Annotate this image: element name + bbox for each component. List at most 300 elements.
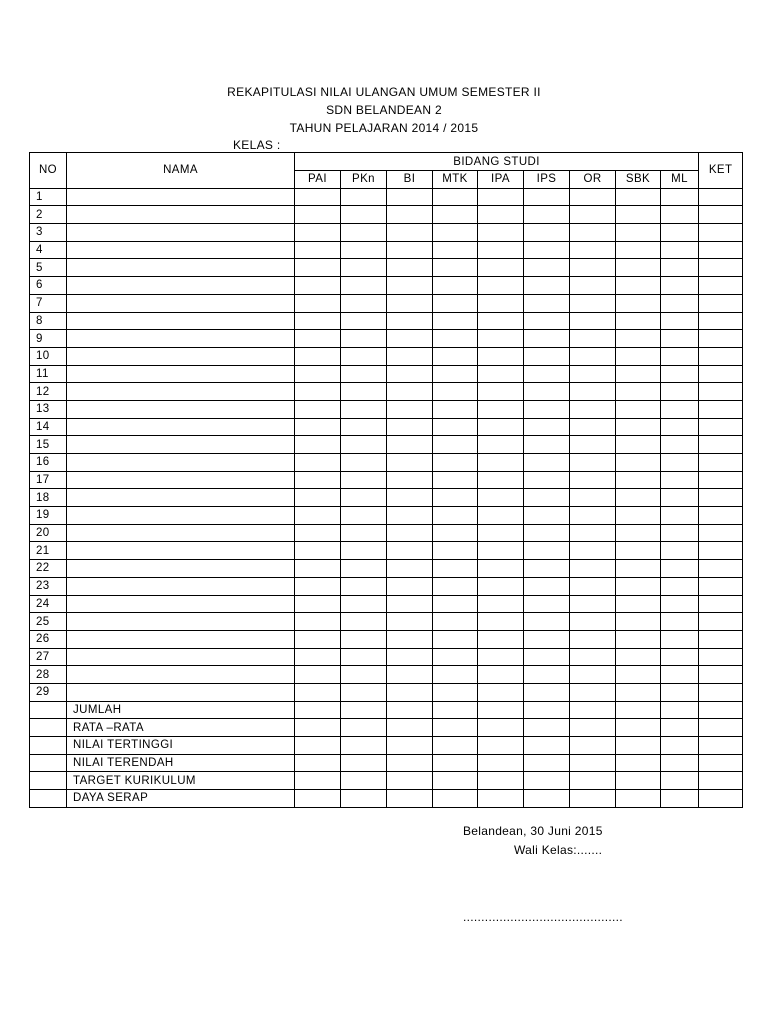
score-cell[interactable] [295, 277, 341, 295]
score-cell[interactable] [341, 259, 387, 277]
score-cell[interactable] [295, 436, 341, 454]
score-cell[interactable] [295, 224, 341, 242]
score-cell[interactable] [433, 188, 478, 206]
score-cell[interactable] [524, 772, 570, 790]
score-cell[interactable] [478, 595, 524, 613]
score-cell[interactable] [524, 277, 570, 295]
score-cell[interactable] [524, 754, 570, 772]
score-cell[interactable] [387, 294, 433, 312]
name-cell[interactable] [67, 312, 295, 330]
ket-cell[interactable] [699, 790, 743, 808]
score-cell[interactable] [295, 613, 341, 631]
score-cell[interactable] [570, 294, 616, 312]
score-cell[interactable] [295, 754, 341, 772]
score-cell[interactable] [433, 666, 478, 684]
score-cell[interactable] [661, 719, 699, 737]
score-cell[interactable] [433, 277, 478, 295]
score-cell[interactable] [341, 188, 387, 206]
score-cell[interactable] [433, 772, 478, 790]
score-cell[interactable] [570, 241, 616, 259]
score-cell[interactable] [387, 595, 433, 613]
score-cell[interactable] [478, 613, 524, 631]
ket-cell[interactable] [699, 188, 743, 206]
score-cell[interactable] [661, 312, 699, 330]
score-cell[interactable] [387, 418, 433, 436]
name-cell[interactable] [67, 648, 295, 666]
score-cell[interactable] [387, 383, 433, 401]
score-cell[interactable] [524, 330, 570, 348]
score-cell[interactable] [478, 507, 524, 525]
score-cell[interactable] [616, 790, 661, 808]
score-cell[interactable] [616, 400, 661, 418]
score-cell[interactable] [524, 347, 570, 365]
score-cell[interactable] [387, 400, 433, 418]
name-cell[interactable] [67, 595, 295, 613]
score-cell[interactable] [387, 188, 433, 206]
score-cell[interactable] [433, 542, 478, 560]
ket-cell[interactable] [699, 630, 743, 648]
score-cell[interactable] [524, 224, 570, 242]
ket-cell[interactable] [699, 683, 743, 701]
score-cell[interactable] [478, 241, 524, 259]
score-cell[interactable] [341, 683, 387, 701]
score-cell[interactable] [295, 294, 341, 312]
ket-cell[interactable] [699, 754, 743, 772]
score-cell[interactable] [661, 259, 699, 277]
score-cell[interactable] [661, 524, 699, 542]
score-cell[interactable] [661, 772, 699, 790]
score-cell[interactable] [341, 754, 387, 772]
ket-cell[interactable] [699, 577, 743, 595]
score-cell[interactable] [341, 400, 387, 418]
score-cell[interactable] [295, 542, 341, 560]
score-cell[interactable] [387, 312, 433, 330]
score-cell[interactable] [661, 471, 699, 489]
score-cell[interactable] [478, 542, 524, 560]
score-cell[interactable] [524, 719, 570, 737]
score-cell[interactable] [387, 630, 433, 648]
score-cell[interactable] [387, 507, 433, 525]
score-cell[interactable] [661, 507, 699, 525]
score-cell[interactable] [570, 277, 616, 295]
score-cell[interactable] [387, 719, 433, 737]
score-cell[interactable] [616, 754, 661, 772]
score-cell[interactable] [433, 347, 478, 365]
score-cell[interactable] [433, 560, 478, 578]
score-cell[interactable] [524, 524, 570, 542]
score-cell[interactable] [387, 737, 433, 755]
score-cell[interactable] [524, 259, 570, 277]
score-cell[interactable] [661, 560, 699, 578]
score-cell[interactable] [341, 383, 387, 401]
ket-cell[interactable] [699, 719, 743, 737]
score-cell[interactable] [570, 454, 616, 472]
score-cell[interactable] [387, 648, 433, 666]
name-cell[interactable] [67, 241, 295, 259]
score-cell[interactable] [570, 648, 616, 666]
ket-cell[interactable] [699, 701, 743, 719]
score-cell[interactable] [570, 577, 616, 595]
score-cell[interactable] [524, 436, 570, 454]
ket-cell[interactable] [699, 383, 743, 401]
score-cell[interactable] [616, 312, 661, 330]
score-cell[interactable] [295, 312, 341, 330]
score-cell[interactable] [387, 489, 433, 507]
score-cell[interactable] [570, 666, 616, 684]
score-cell[interactable] [570, 383, 616, 401]
score-cell[interactable] [341, 224, 387, 242]
score-cell[interactable] [295, 701, 341, 719]
score-cell[interactable] [387, 330, 433, 348]
score-cell[interactable] [524, 613, 570, 631]
ket-cell[interactable] [699, 666, 743, 684]
score-cell[interactable] [387, 277, 433, 295]
score-cell[interactable] [433, 365, 478, 383]
score-cell[interactable] [341, 418, 387, 436]
score-cell[interactable] [616, 277, 661, 295]
ket-cell[interactable] [699, 489, 743, 507]
name-cell[interactable] [67, 560, 295, 578]
score-cell[interactable] [433, 507, 478, 525]
name-cell[interactable] [67, 294, 295, 312]
score-cell[interactable] [433, 737, 478, 755]
score-cell[interactable] [433, 524, 478, 542]
score-cell[interactable] [661, 347, 699, 365]
score-cell[interactable] [570, 560, 616, 578]
score-cell[interactable] [387, 666, 433, 684]
ket-cell[interactable] [699, 737, 743, 755]
score-cell[interactable] [433, 701, 478, 719]
score-cell[interactable] [661, 277, 699, 295]
score-cell[interactable] [616, 224, 661, 242]
score-cell[interactable] [661, 436, 699, 454]
score-cell[interactable] [341, 719, 387, 737]
name-cell[interactable] [67, 683, 295, 701]
ket-cell[interactable] [699, 365, 743, 383]
name-cell[interactable] [67, 365, 295, 383]
score-cell[interactable] [616, 719, 661, 737]
score-cell[interactable] [616, 737, 661, 755]
score-cell[interactable] [341, 648, 387, 666]
score-cell[interactable] [478, 737, 524, 755]
score-cell[interactable] [295, 471, 341, 489]
score-cell[interactable] [295, 630, 341, 648]
score-cell[interactable] [570, 400, 616, 418]
score-cell[interactable] [616, 524, 661, 542]
score-cell[interactable] [295, 489, 341, 507]
score-cell[interactable] [295, 330, 341, 348]
score-cell[interactable] [433, 312, 478, 330]
name-cell[interactable] [67, 188, 295, 206]
ket-cell[interactable] [699, 772, 743, 790]
score-cell[interactable] [295, 188, 341, 206]
score-cell[interactable] [661, 418, 699, 436]
score-cell[interactable] [570, 507, 616, 525]
ket-cell[interactable] [699, 312, 743, 330]
score-cell[interactable] [524, 312, 570, 330]
score-cell[interactable] [433, 206, 478, 224]
score-cell[interactable] [478, 454, 524, 472]
score-cell[interactable] [570, 259, 616, 277]
score-cell[interactable] [387, 436, 433, 454]
score-cell[interactable] [478, 188, 524, 206]
score-cell[interactable] [570, 188, 616, 206]
score-cell[interactable] [524, 666, 570, 684]
score-cell[interactable] [341, 577, 387, 595]
score-cell[interactable] [295, 595, 341, 613]
score-cell[interactable] [387, 772, 433, 790]
score-cell[interactable] [570, 701, 616, 719]
name-cell[interactable] [67, 436, 295, 454]
score-cell[interactable] [478, 347, 524, 365]
score-cell[interactable] [478, 471, 524, 489]
name-cell[interactable] [67, 383, 295, 401]
score-cell[interactable] [341, 772, 387, 790]
score-cell[interactable] [524, 648, 570, 666]
score-cell[interactable] [616, 259, 661, 277]
score-cell[interactable] [341, 436, 387, 454]
score-cell[interactable] [478, 719, 524, 737]
score-cell[interactable] [616, 241, 661, 259]
score-cell[interactable] [661, 683, 699, 701]
score-cell[interactable] [661, 630, 699, 648]
score-cell[interactable] [570, 489, 616, 507]
score-cell[interactable] [433, 719, 478, 737]
score-cell[interactable] [478, 701, 524, 719]
score-cell[interactable] [478, 312, 524, 330]
score-cell[interactable] [616, 347, 661, 365]
score-cell[interactable] [616, 383, 661, 401]
score-cell[interactable] [387, 206, 433, 224]
score-cell[interactable] [433, 241, 478, 259]
ket-cell[interactable] [699, 418, 743, 436]
score-cell[interactable] [478, 206, 524, 224]
score-cell[interactable] [661, 754, 699, 772]
score-cell[interactable] [616, 454, 661, 472]
score-cell[interactable] [616, 471, 661, 489]
score-cell[interactable] [433, 613, 478, 631]
score-cell[interactable] [295, 666, 341, 684]
name-cell[interactable] [67, 507, 295, 525]
score-cell[interactable] [524, 383, 570, 401]
score-cell[interactable] [295, 790, 341, 808]
score-cell[interactable] [570, 312, 616, 330]
score-cell[interactable] [661, 666, 699, 684]
score-cell[interactable] [524, 560, 570, 578]
score-cell[interactable] [387, 754, 433, 772]
score-cell[interactable] [570, 330, 616, 348]
score-cell[interactable] [616, 418, 661, 436]
score-cell[interactable] [524, 683, 570, 701]
score-cell[interactable] [661, 489, 699, 507]
score-cell[interactable] [570, 719, 616, 737]
score-cell[interactable] [433, 418, 478, 436]
score-cell[interactable] [616, 436, 661, 454]
score-cell[interactable] [661, 365, 699, 383]
score-cell[interactable] [524, 471, 570, 489]
score-cell[interactable] [478, 666, 524, 684]
score-cell[interactable] [295, 383, 341, 401]
score-cell[interactable] [433, 224, 478, 242]
score-cell[interactable] [524, 365, 570, 383]
score-cell[interactable] [570, 754, 616, 772]
score-cell[interactable] [478, 524, 524, 542]
score-cell[interactable] [295, 259, 341, 277]
score-cell[interactable] [341, 277, 387, 295]
score-cell[interactable] [570, 418, 616, 436]
score-cell[interactable] [661, 224, 699, 242]
score-cell[interactable] [295, 577, 341, 595]
score-cell[interactable] [661, 790, 699, 808]
score-cell[interactable] [387, 560, 433, 578]
score-cell[interactable] [478, 365, 524, 383]
name-cell[interactable] [67, 489, 295, 507]
ket-cell[interactable] [699, 347, 743, 365]
score-cell[interactable] [524, 400, 570, 418]
score-cell[interactable] [295, 241, 341, 259]
score-cell[interactable] [341, 701, 387, 719]
ket-cell[interactable] [699, 436, 743, 454]
score-cell[interactable] [661, 595, 699, 613]
score-cell[interactable] [387, 613, 433, 631]
score-cell[interactable] [570, 224, 616, 242]
score-cell[interactable] [295, 772, 341, 790]
score-cell[interactable] [661, 454, 699, 472]
score-cell[interactable] [341, 542, 387, 560]
score-cell[interactable] [478, 330, 524, 348]
name-cell[interactable] [67, 630, 295, 648]
name-cell[interactable] [67, 666, 295, 684]
name-cell[interactable] [67, 259, 295, 277]
name-cell[interactable] [67, 277, 295, 295]
score-cell[interactable] [433, 595, 478, 613]
score-cell[interactable] [387, 790, 433, 808]
score-cell[interactable] [295, 683, 341, 701]
score-cell[interactable] [616, 613, 661, 631]
score-cell[interactable] [387, 471, 433, 489]
score-cell[interactable] [616, 365, 661, 383]
score-cell[interactable] [616, 188, 661, 206]
score-cell[interactable] [478, 294, 524, 312]
score-cell[interactable] [478, 560, 524, 578]
score-cell[interactable] [616, 542, 661, 560]
score-cell[interactable] [341, 595, 387, 613]
ket-cell[interactable] [699, 277, 743, 295]
score-cell[interactable] [433, 330, 478, 348]
score-cell[interactable] [341, 613, 387, 631]
score-cell[interactable] [387, 347, 433, 365]
score-cell[interactable] [433, 790, 478, 808]
ket-cell[interactable] [699, 648, 743, 666]
score-cell[interactable] [341, 365, 387, 383]
score-cell[interactable] [295, 418, 341, 436]
score-cell[interactable] [616, 595, 661, 613]
score-cell[interactable] [387, 241, 433, 259]
score-cell[interactable] [616, 772, 661, 790]
score-cell[interactable] [570, 790, 616, 808]
score-cell[interactable] [341, 471, 387, 489]
name-cell[interactable] [67, 613, 295, 631]
score-cell[interactable] [661, 737, 699, 755]
score-cell[interactable] [570, 613, 616, 631]
score-cell[interactable] [570, 683, 616, 701]
score-cell[interactable] [341, 489, 387, 507]
score-cell[interactable] [433, 454, 478, 472]
score-cell[interactable] [570, 595, 616, 613]
name-cell[interactable] [67, 330, 295, 348]
score-cell[interactable] [295, 524, 341, 542]
score-cell[interactable] [478, 790, 524, 808]
score-cell[interactable] [433, 471, 478, 489]
name-cell[interactable] [67, 577, 295, 595]
score-cell[interactable] [570, 365, 616, 383]
score-cell[interactable] [524, 542, 570, 560]
score-cell[interactable] [387, 259, 433, 277]
score-cell[interactable] [341, 454, 387, 472]
score-cell[interactable] [661, 188, 699, 206]
score-cell[interactable] [661, 577, 699, 595]
ket-cell[interactable] [699, 241, 743, 259]
score-cell[interactable] [661, 400, 699, 418]
score-cell[interactable] [524, 188, 570, 206]
score-cell[interactable] [478, 418, 524, 436]
score-cell[interactable] [616, 577, 661, 595]
ket-cell[interactable] [699, 206, 743, 224]
score-cell[interactable] [387, 365, 433, 383]
score-cell[interactable] [478, 383, 524, 401]
name-cell[interactable] [67, 224, 295, 242]
score-cell[interactable] [341, 330, 387, 348]
ket-cell[interactable] [699, 542, 743, 560]
score-cell[interactable] [295, 347, 341, 365]
score-cell[interactable] [478, 277, 524, 295]
ket-cell[interactable] [699, 259, 743, 277]
score-cell[interactable] [661, 206, 699, 224]
score-cell[interactable] [661, 241, 699, 259]
score-cell[interactable] [616, 630, 661, 648]
score-cell[interactable] [341, 294, 387, 312]
score-cell[interactable] [661, 330, 699, 348]
score-cell[interactable] [524, 790, 570, 808]
score-cell[interactable] [433, 259, 478, 277]
score-cell[interactable] [570, 524, 616, 542]
score-cell[interactable] [433, 648, 478, 666]
score-cell[interactable] [570, 471, 616, 489]
name-cell[interactable] [67, 542, 295, 560]
ket-cell[interactable] [699, 560, 743, 578]
score-cell[interactable] [570, 630, 616, 648]
score-cell[interactable] [387, 454, 433, 472]
score-cell[interactable] [387, 701, 433, 719]
name-cell[interactable] [67, 524, 295, 542]
score-cell[interactable] [616, 560, 661, 578]
score-cell[interactable] [478, 630, 524, 648]
score-cell[interactable] [295, 560, 341, 578]
score-cell[interactable] [524, 577, 570, 595]
score-cell[interactable] [295, 719, 341, 737]
name-cell[interactable] [67, 471, 295, 489]
score-cell[interactable] [295, 365, 341, 383]
score-cell[interactable] [570, 737, 616, 755]
name-cell[interactable] [67, 454, 295, 472]
score-cell[interactable] [341, 790, 387, 808]
score-cell[interactable] [387, 224, 433, 242]
ket-cell[interactable] [699, 471, 743, 489]
score-cell[interactable] [341, 241, 387, 259]
score-cell[interactable] [524, 241, 570, 259]
score-cell[interactable] [478, 772, 524, 790]
score-cell[interactable] [295, 206, 341, 224]
